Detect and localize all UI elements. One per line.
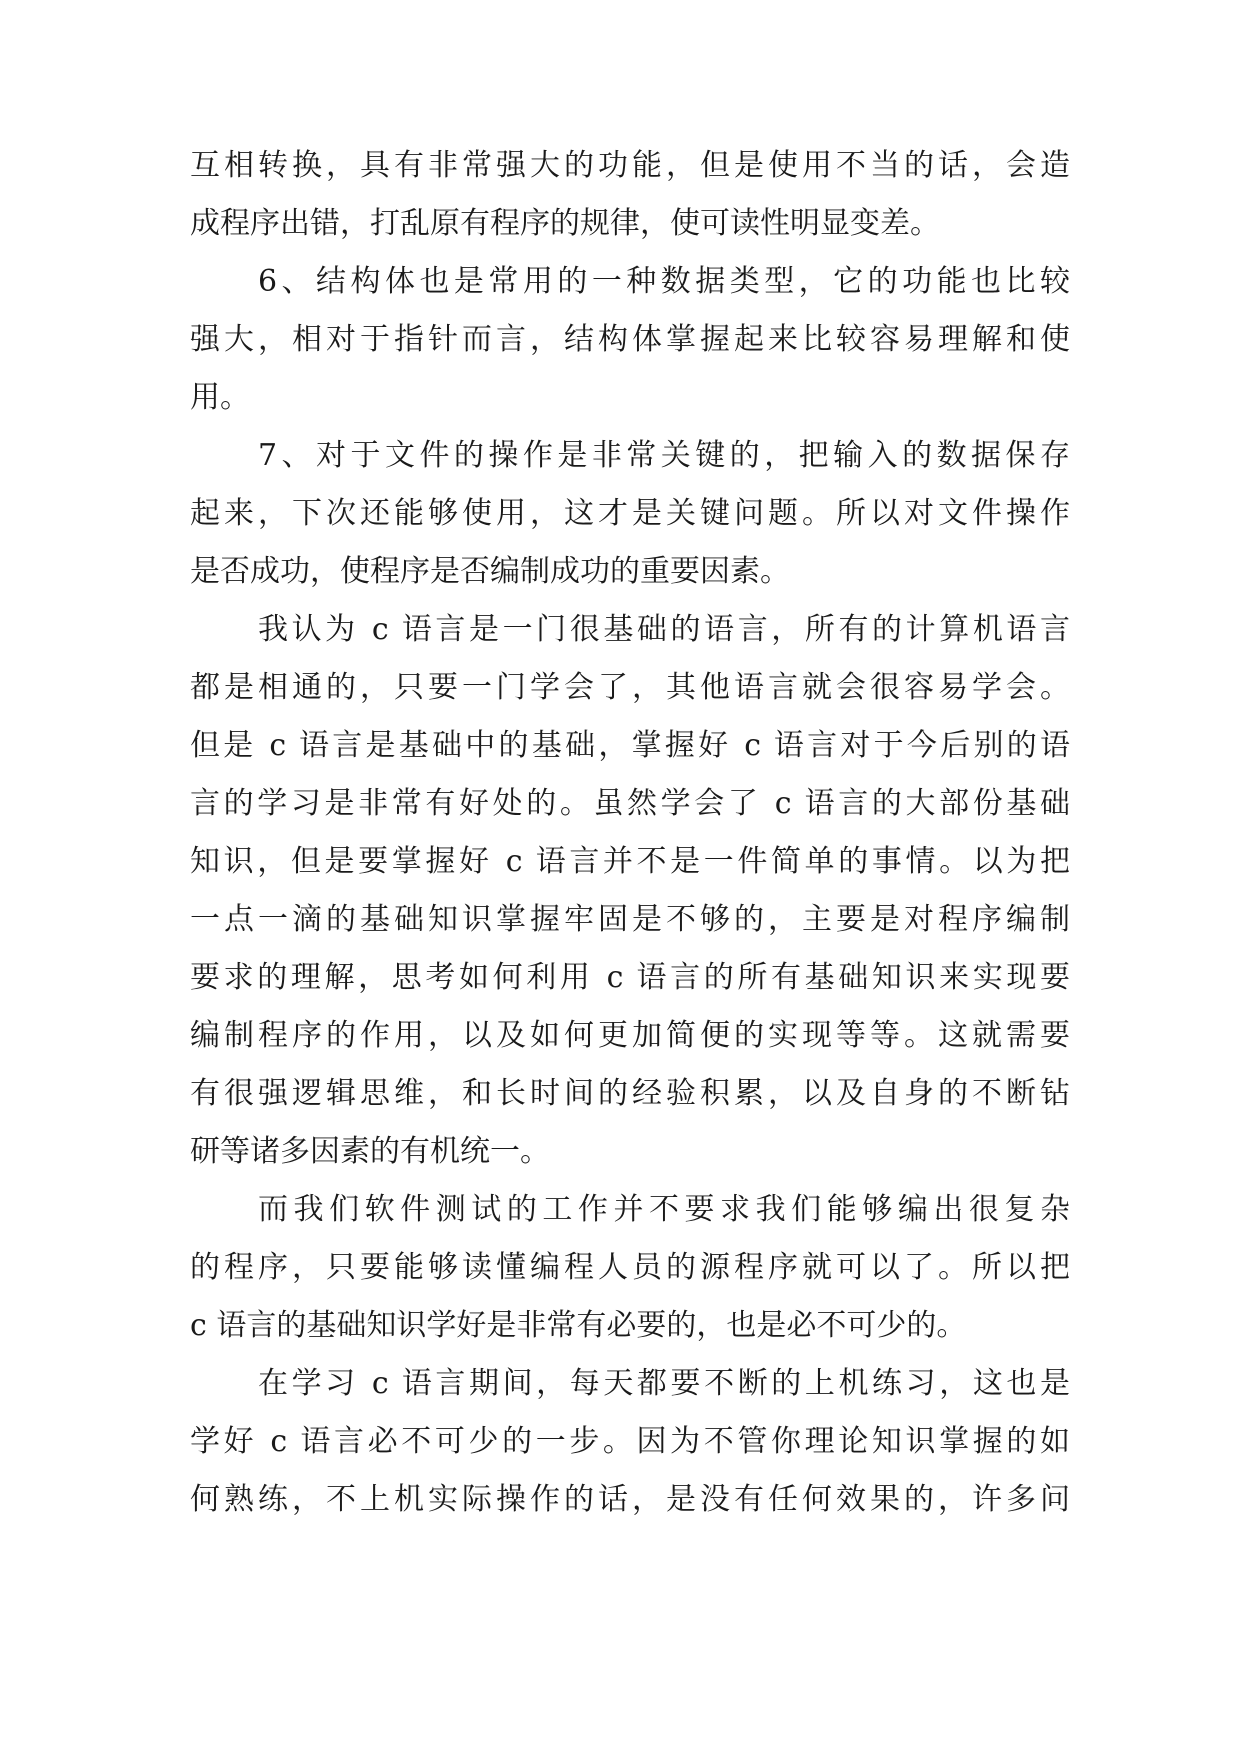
text-line: c 语言的基础知识学好是非常有必要的，也是必不可少的。 [190,1308,967,1343]
text-line: 有很强逻辑思维，和长时间的经验积累，以及自身的不断钻 [190,1076,1070,1111]
text-line: 要求的理解，思考如何利用 c 语言的所有基础知识来实现要 [190,960,1070,995]
text-line: 强大，相对于指针而言，结构体掌握起来比较容易理解和使 [190,322,1070,357]
text-line: 编制程序的作用，以及如何更加简便的实现等等。这就需要 [190,1018,1070,1053]
text-line: 起来，下次还能够使用，这才是关键问题。所以对文件操作 [190,496,1070,531]
text-line: 研等诸多因素的有机统一。 [190,1134,550,1169]
text-line: 成程序出错，打乱原有程序的规律，使可读性明显变差。 [190,206,940,241]
text-line: 在学习 c 语言期间，每天都要不断的上机练习，这也是 [258,1366,1070,1401]
text-line: 我认为 c 语言是一门很基础的语言，所有的计算机语言 [258,612,1070,647]
text-line: 6、结构体也是常用的一种数据类型，它的功能也比较 [258,264,1070,299]
text-line: 的程序，只要能够读懂编程人员的源程序就可以了。所以把 [190,1250,1070,1285]
text-line: 都是相通的，只要一门学会了，其他语言就会很容易学会。 [190,670,1070,705]
text-line: 一点一滴的基础知识掌握牢固是不够的，主要是对程序编制 [190,902,1070,937]
text-line: 知识，但是要掌握好 c 语言并不是一件简单的事情。以为把 [190,844,1070,879]
text-line: 而我们软件测试的工作并不要求我们能够编出很复杂 [258,1192,1070,1227]
text-line: 用。 [190,380,250,415]
text-line: 互相转换，具有非常强大的功能，但是使用不当的话，会造 [190,148,1070,183]
text-line: 是否成功，使程序是否编制成功的重要因素。 [190,554,790,589]
text-line: 学好 c 语言必不可少的一步。因为不管你理论知识掌握的如 [190,1424,1070,1459]
text-line: 言的学习是非常有好处的。虽然学会了 c 语言的大部份基础 [190,786,1070,821]
text-line: 7、对于文件的操作是非常关键的，把输入的数据保存 [258,438,1070,473]
text-line: 但是 c 语言是基础中的基础，掌握好 c 语言对于今后别的语 [190,728,1070,763]
text-line: 何熟练，不上机实际操作的话，是没有任何效果的，许多问 [190,1482,1070,1517]
